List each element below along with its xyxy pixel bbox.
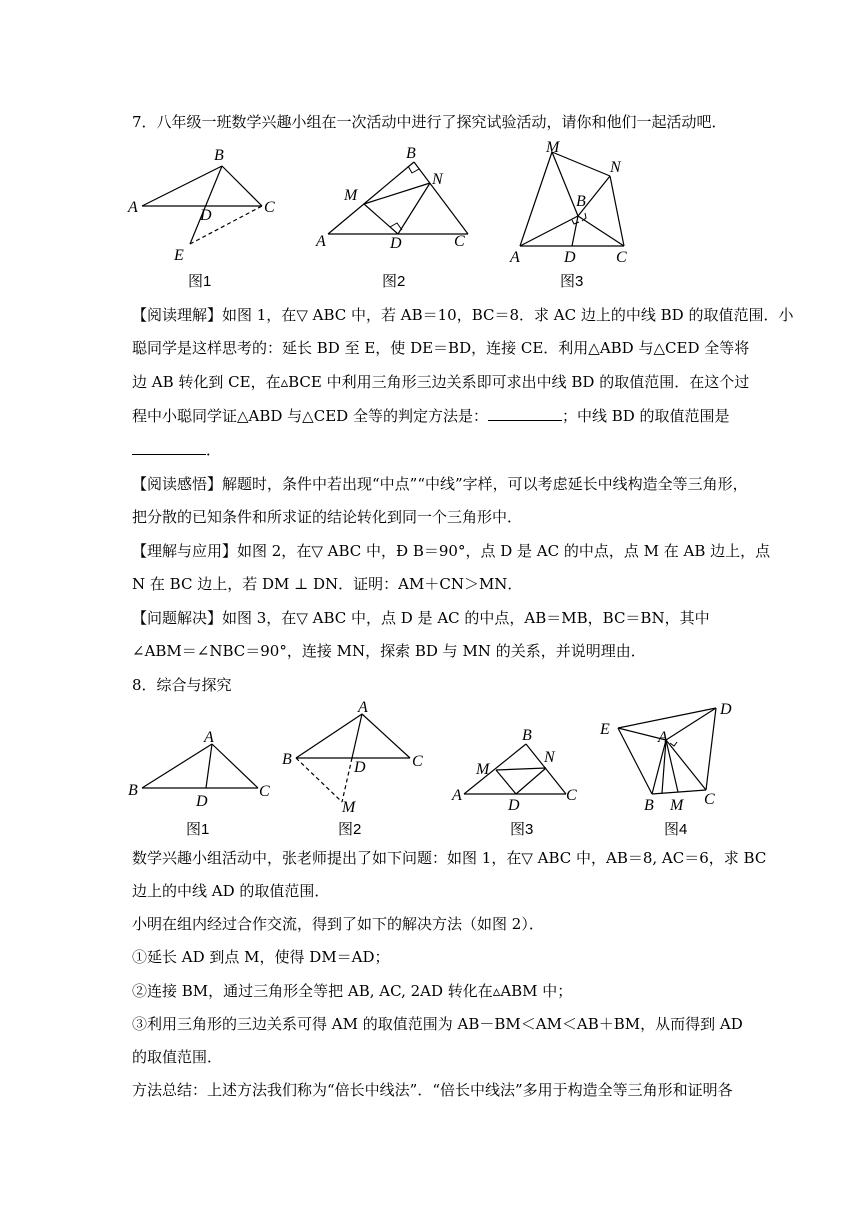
q8-fig3-caption: 图3: [510, 821, 534, 838]
q8f4-label-d: D: [720, 701, 732, 718]
q8-title: 8．综合与探究: [132, 676, 232, 694]
q7-fig3-caption: 图3: [560, 273, 584, 290]
q7-p1-line5: [132, 440, 221, 460]
q8f2-label-m: M: [342, 799, 356, 816]
q8-fig4-caption: 图4: [664, 821, 688, 838]
q8f3-label-c: C: [566, 787, 577, 804]
q8f4-label-c: C: [704, 791, 715, 808]
q8f4-label-b: B: [644, 797, 654, 814]
q8-line8: 方法总结：上述方法我们称为“倍长中线法”．“倍长中线法”多用于构造全等三角形和证明各: [132, 1081, 733, 1099]
q7-p1-line5-text: ．: [206, 441, 222, 459]
q7-p1-line3: 边 AB 转化到 CE，在▵BCE 中利用三角形三边关系即可求出中线 BD 的取值范围．在这个过: [132, 373, 750, 391]
q8f4-label-m: M: [670, 797, 684, 814]
q8f1-label-b: B: [128, 782, 138, 799]
q7f3-label-d: D: [564, 249, 576, 266]
q8-line6: ③利用三角形的三边关系可得 AM 的取值范围为 AB－BM＜AM＜AB＋BM，从而得到 AD: [132, 1015, 743, 1033]
q8f3-label-b: B: [522, 727, 532, 744]
q8f2-label-b: B: [282, 751, 292, 768]
q7-p3-line2: N 在 BC 边上，若 DM ⊥ DN．证明：AM＋CN＞MN．: [132, 575, 523, 593]
q8f4-label-a: A: [658, 729, 668, 746]
q7f1-label-c: C: [264, 199, 275, 216]
q8f2-label-d: D: [354, 759, 366, 776]
q7f1-label-b: B: [214, 147, 224, 164]
q8-line7: 的取值范围．: [132, 1048, 223, 1066]
q7f3-label-m: M: [546, 139, 560, 156]
q8-figure-2: [280, 700, 430, 818]
answer-blank-1[interactable]: [488, 406, 562, 421]
q7-p1-line4: [132, 406, 730, 426]
q7f1-label-e: E: [174, 247, 184, 264]
q8-fig1-caption: 图1: [186, 821, 210, 838]
q7-fig2-caption: 图2: [382, 273, 406, 290]
q7-p4-line1: 【问题解决】如图 3，在▽ ABC 中，点 D 是 AC 的中点，AB＝MB，BC＝BN，其中: [132, 609, 710, 627]
q7f2-label-m: M: [344, 187, 358, 204]
q7-figure-2: [310, 142, 480, 254]
q7f1-label-a: A: [128, 199, 138, 216]
q7-figure-1: [124, 144, 294, 264]
q7f1-label-d: D: [200, 207, 212, 224]
q7f2-label-a: A: [316, 233, 326, 250]
q7-p1-line4-text: 程中小聪同学证△ABD 与△CED 全等的判定方法是：: [132, 407, 488, 425]
q8f3-label-a: A: [452, 787, 462, 804]
q8f4-label-e: E: [600, 721, 610, 738]
q7-p3-line1: 【理解与应用】如图 2，在▽ ABC 中，Ð B＝90°，点 D 是 AC 的中点，点 M 在 AB 边上，点: [132, 542, 771, 560]
q7f2-label-n: N: [432, 171, 443, 188]
q7f3-label-n: N: [610, 159, 621, 176]
answer-blank-2[interactable]: [132, 440, 206, 455]
q8-figure-3: [450, 726, 590, 812]
q7-p2-line2: 把分散的已知条件和所求证的结论转化到同一个三角形中．: [132, 508, 523, 526]
q8f1-label-c: C: [259, 783, 270, 800]
q7-p2-line1: 【阅读感悟】解题时，条件中若出现“中点”“中线”字样，可以考虑延长中线构造全等三角形，: [132, 475, 748, 493]
q8-line4: ①延长 AD 到点 M，使得 DM＝AD；: [132, 948, 390, 966]
q7f3-label-c: C: [616, 249, 627, 266]
q7-fig1-caption: 图1: [188, 273, 212, 290]
q7f3-label-a: A: [510, 249, 520, 266]
q7f3-label-b: B: [576, 193, 586, 210]
q8-line1: 数学兴趣小组活动中，张老师提出了如下问题：如图 1，在▽ ABC 中，AB＝8, AC＝6，求 BC: [132, 849, 767, 867]
q8f1-label-d: D: [196, 793, 208, 808]
q8f2-label-c: C: [412, 753, 423, 770]
q8-line3: 小明在组内经过合作交流，得到了如下的解决方法（如图 2）．: [132, 915, 544, 933]
q8-fig2-caption: 图2: [338, 821, 362, 838]
q7f2-label-d: D: [390, 235, 402, 252]
q7f2-label-c: C: [454, 233, 465, 250]
q8f3-label-n: N: [544, 749, 555, 766]
q8f3-label-d: D: [508, 797, 520, 812]
q8-line5: ②连接 BM，通过三角形全等把 AB, AC, 2AD 转化在▵ABM 中；: [132, 982, 573, 1000]
q7-figure-3: [506, 138, 646, 268]
q8-figure-4: [596, 696, 744, 818]
q7-p1-line1: 【阅读理解】如图 1，在▽ ABC 中，若 AB＝10，BC＝8．求 AC 边上的中线 BD 的取值范围．小: [132, 306, 794, 324]
q8f2-label-a: A: [358, 700, 368, 716]
q7-p1-line4-text-b: ；中线 BD 的取值范围是: [561, 407, 730, 425]
q7-p4-line2: ∠ABM＝∠NBC＝90°，连接 MN，探索 BD 与 MN 的关系，并说明理由．: [132, 642, 646, 660]
q8-figure-1: [126, 728, 276, 808]
q7f2-label-b: B: [406, 145, 416, 162]
q8-line2: 边上的中线 AD 的取值范围．: [132, 882, 330, 900]
q7-intro: 7．八年级一班数学兴趣小组在一次活动中进行了探究试验活动，请你和他们一起活动吧．: [132, 113, 727, 131]
q7-p1-line2: 聪同学是这样思考的：延长 BD 至 E，使 DE＝BD，连接 CE．利用△ABD 与△CED 全等将: [132, 339, 750, 357]
q8f1-label-a: A: [204, 729, 214, 746]
q8f3-label-m: M: [476, 761, 490, 778]
